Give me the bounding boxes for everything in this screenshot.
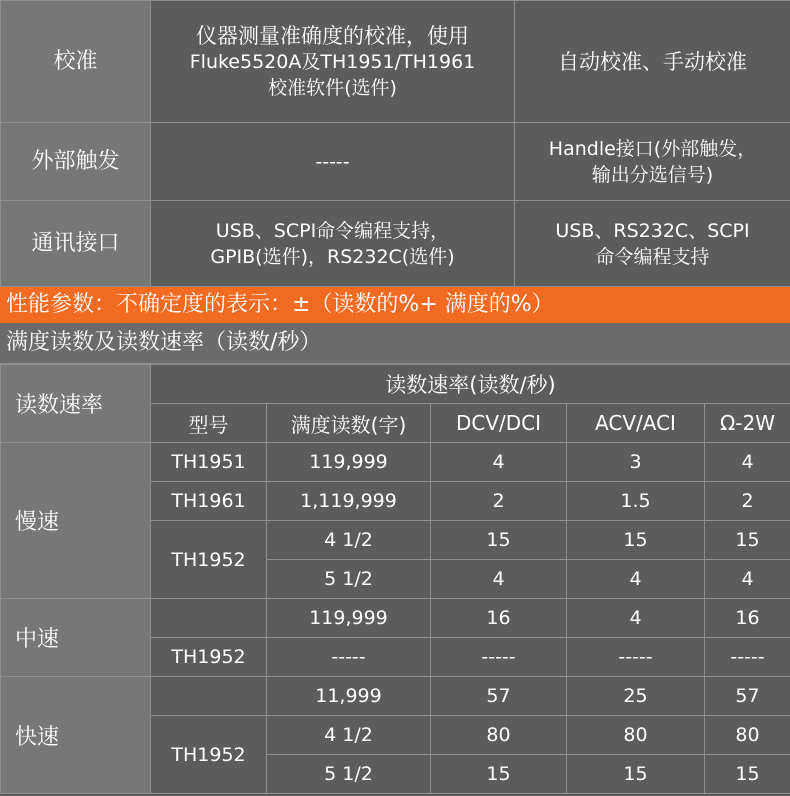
calibration-desc (151, 1, 515, 123)
cell-dcv: ----- (431, 638, 567, 677)
cell-acv: 80 (567, 716, 705, 755)
cell-acv: 15 (567, 755, 705, 794)
comm-interface-line-2: 命令编程支持 (595, 245, 710, 268)
trigger-row (1, 123, 790, 201)
cell-ohm: 4 (705, 560, 790, 599)
cell-ohm: 57 (705, 677, 790, 716)
cell-model (151, 677, 267, 716)
calibration-desc-line-2: Fluke5520A及TH1951/TH1961 (189, 50, 476, 73)
calibration-mode: 自动校准、手动校准 (515, 1, 790, 123)
cell-ohm: 16 (705, 599, 790, 638)
cell-model: TH1951 (151, 443, 267, 482)
col-header-model: 型号 (151, 404, 267, 443)
cell-ohm: 15 (705, 521, 790, 560)
comm-row (1, 201, 790, 287)
comm-label: 通讯接口 (1, 201, 151, 287)
cell-ohm: 2 (705, 482, 790, 521)
col-header-dcv: DCV/DCI (431, 404, 567, 443)
rate-group-header: 读数速率(读数/秒) (151, 365, 790, 404)
cell-full-scale: 5 1/2 (267, 560, 431, 599)
cell-acv: 3 (567, 443, 705, 482)
cell-model: TH1952 (151, 638, 267, 677)
col-header-ohm: Ω-2W (705, 404, 790, 443)
cell-model: TH1952 (151, 521, 267, 599)
trigger-handle-line-1: Handle接口(外部触发， (548, 137, 757, 160)
trigger-handle-line-2: 输出分选信号) (591, 163, 714, 186)
comm-desc-line-2: GPIB(选件)，RS232C(选件) (210, 245, 455, 268)
cell-full-scale: 11,999 (267, 677, 431, 716)
cell-ohm: 15 (705, 755, 790, 794)
col-header-full-scale: 满度读数(字) (267, 404, 431, 443)
table-row (1, 677, 790, 716)
comm-desc (151, 201, 515, 287)
cell-full-scale: 1,119,999 (267, 482, 431, 521)
cell-dcv: 4 (431, 560, 567, 599)
cell-dcv: 57 (431, 677, 567, 716)
cell-dcv: 80 (431, 716, 567, 755)
cell-dcv: 15 (431, 755, 567, 794)
cell-ohm: 80 (705, 716, 790, 755)
trigger-desc: ----- (151, 123, 515, 201)
cell-ohm: ----- (705, 638, 790, 677)
comm-desc-line-1: USB、SCPI命令编程支持， (215, 219, 450, 242)
cell-acv: 4 (567, 560, 705, 599)
fast-speed-label: 快速 (1, 677, 151, 794)
medium-speed-label: 中速 (1, 599, 151, 677)
slow-speed-label: 慢速 (1, 443, 151, 599)
cell-dcv: 15 (431, 521, 567, 560)
feature-table (0, 0, 790, 287)
calibration-desc-line-3: 校准软件(选件) (268, 76, 397, 99)
cell-acv: 25 (567, 677, 705, 716)
cell-dcv: 2 (431, 482, 567, 521)
comm-interface-line-1: USB、RS232C、SCPI (555, 219, 750, 242)
cell-ohm: 4 (705, 443, 790, 482)
cell-model: TH1952 (151, 716, 267, 794)
cell-full-scale: 5 1/2 (267, 755, 431, 794)
rate-table (0, 364, 790, 794)
calibration-row (1, 1, 790, 123)
cell-acv: 15 (567, 521, 705, 560)
calibration-desc-line-1: 仪器测量准确度的校准，使用 (196, 23, 469, 48)
table-row (1, 599, 790, 638)
rate-row-label: 读数速率 (1, 365, 151, 443)
calibration-label: 校准 (1, 1, 151, 123)
performance-banner: 性能参数：不确定度的表示：±（读数的%+ 满度的%） (0, 287, 790, 323)
cell-dcv: 16 (431, 599, 567, 638)
cell-model (151, 599, 267, 638)
cell-model: TH1961 (151, 482, 267, 521)
comm-interface (515, 201, 790, 287)
cell-full-scale: 4 1/2 (267, 716, 431, 755)
cell-full-scale: 119,999 (267, 599, 431, 638)
col-header-acv: ACV/ACI (567, 404, 705, 443)
cell-acv: 1.5 (567, 482, 705, 521)
cell-full-scale: 4 1/2 (267, 521, 431, 560)
trigger-label: 外部触发 (1, 123, 151, 201)
cell-acv: ----- (567, 638, 705, 677)
cell-full-scale: 119,999 (267, 443, 431, 482)
table-row (1, 443, 790, 482)
rate-section-title: 满度读数及读数速率（读数/秒） (0, 323, 790, 364)
cell-acv: 4 (567, 599, 705, 638)
cell-full-scale: ----- (267, 638, 431, 677)
trigger-handle (515, 123, 790, 201)
cell-dcv: 4 (431, 443, 567, 482)
rate-group-header-row (1, 365, 790, 404)
